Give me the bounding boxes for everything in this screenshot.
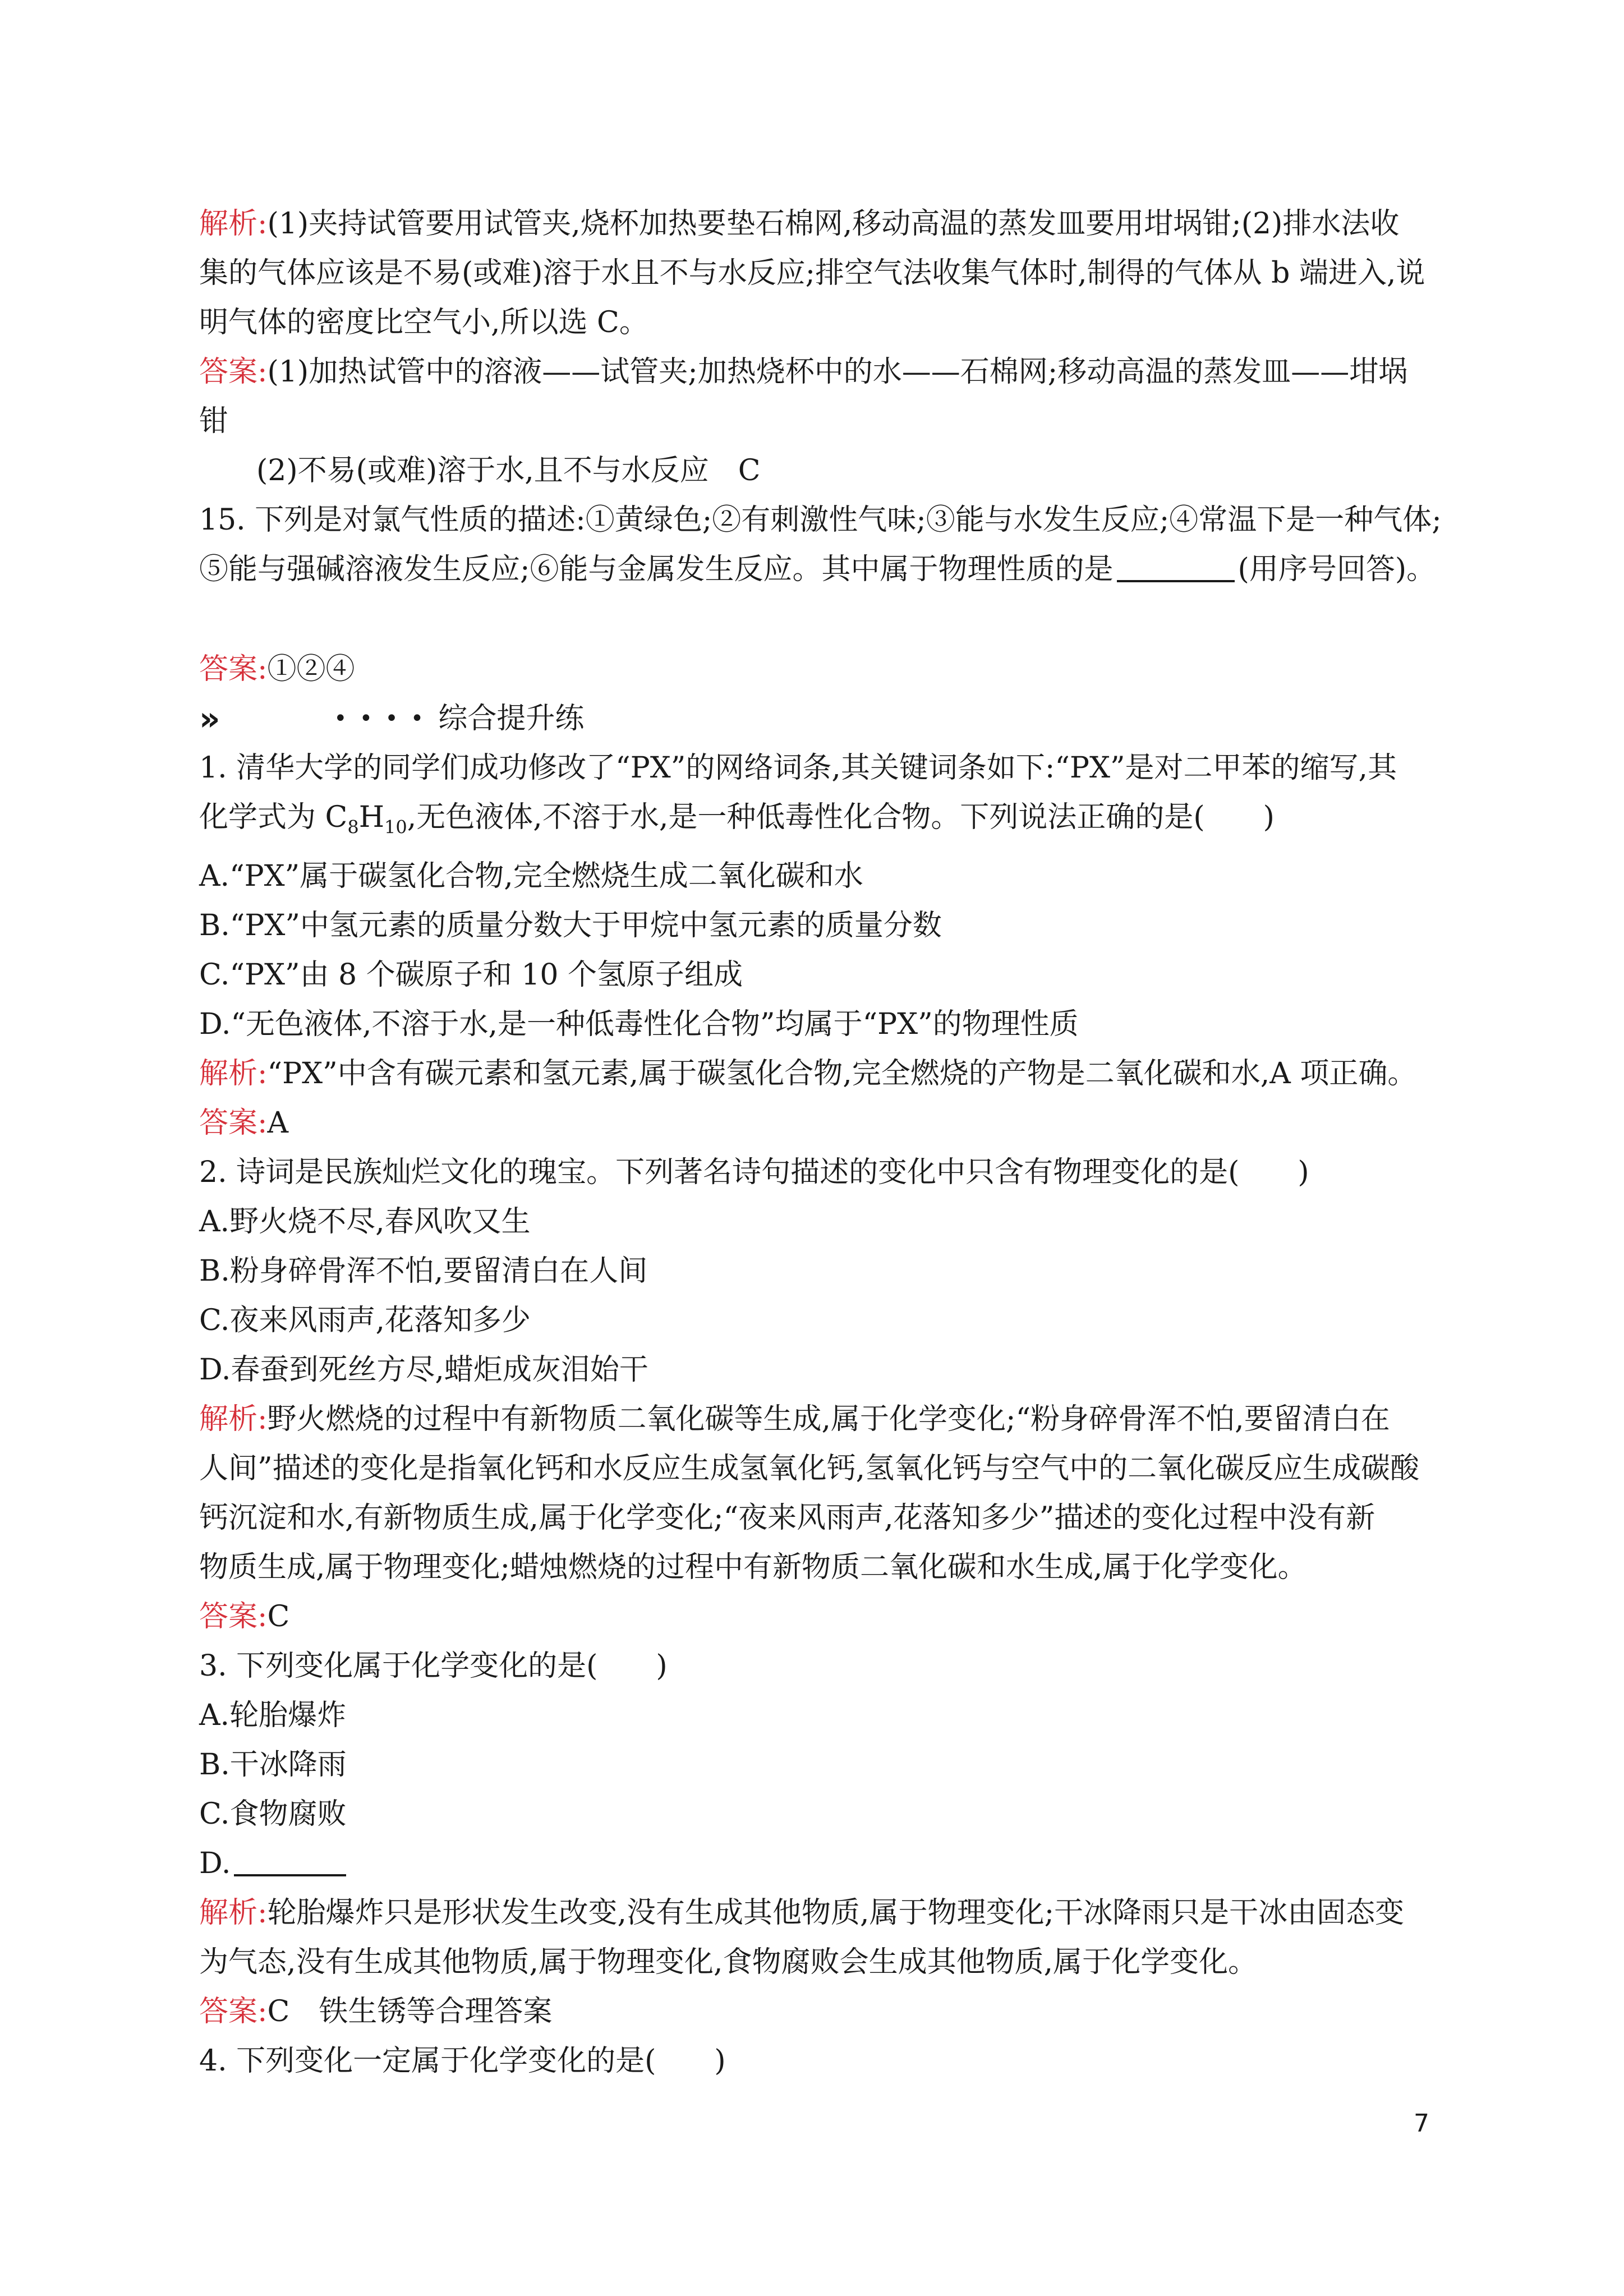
q2-analysis-line-4: 物质生成,属于物理变化;蜡烛燃烧的过程中有新物质二氧化碳和水生成,属于化学变化。 xyxy=(199,1550,1307,1585)
q14-answer-line-1 xyxy=(199,347,1433,397)
answer-text: (1)加热试管中的溶液——试管夹;加热烧杯中的水——石棉网;移动高温的蒸发皿——坩埚 xyxy=(267,355,1408,389)
analysis-text: (1)夹持试管要用试管夹,烧杯加热要垫石棉网,移动高温的蒸发皿要用坩埚钳;(2)排水法收 xyxy=(267,207,1400,241)
q1-line-2 xyxy=(199,793,1433,852)
q1-option-a: A.“PX”属于碳氢化合物,完全燃烧生成二氧化碳和水 xyxy=(199,859,863,894)
q2-option-a: A.野火烧不尽,春风吹又生 xyxy=(199,1205,531,1239)
q14-answer-line-3: (2)不易(或难)溶于水,且不与水反应 C xyxy=(256,454,761,487)
fill-blank xyxy=(1117,549,1235,582)
q3-option-b: B.干冰降雨 xyxy=(199,1748,347,1782)
analysis-text: “PX”中含有碳元素和氢元素,属于碳氢化合物,完全燃烧的产物是二氧化碳和水,A 项正确。 xyxy=(267,1057,1417,1091)
q1-answer-line xyxy=(199,1098,1433,1148)
q1-option-d: D.“无色液体,不溶于水,是一种低毒性化合物”均属于“PX”的物理性质 xyxy=(199,1007,1079,1042)
answer-text: ①②④ xyxy=(267,652,355,686)
q2-option-d: D.春蚕到死丝方尽,蜡炬成灰泪始干 xyxy=(199,1353,648,1387)
option-letter: D. xyxy=(199,1847,231,1881)
q14-analysis-line-1 xyxy=(199,199,1433,249)
q15-line-2 xyxy=(199,545,1436,594)
q1-text-b: ,无色液体,不溶于水,是一种低毒性化合物。下列说法正确的是( ) xyxy=(407,800,1275,834)
q2-answer-line xyxy=(199,1592,1433,1641)
q2-analysis-line-2: 人间”描述的变化是指氧化钙和水反应生成氢氧化钙,氢氧化钙与空气中的二氧化碳反应生成碳酸 xyxy=(199,1452,1420,1486)
q3-analysis-line-2: 为气态,没有生成其他物质,属于物理变化,食物腐败会生成其他物质,属于化学变化。 xyxy=(199,1945,1258,1980)
formula-h: H xyxy=(358,800,385,834)
page-number: 7 xyxy=(1414,2109,1429,2138)
dots-icon: •••• xyxy=(334,706,436,731)
q2-option-c: C.夜来风雨声,花落知多少 xyxy=(199,1304,531,1338)
section-title: 综合提升练 xyxy=(438,702,585,735)
answer-label: 答案: xyxy=(199,1995,268,2029)
q1-analysis-line xyxy=(199,1049,1433,1098)
answer-label: 答案: xyxy=(199,652,268,686)
section-header xyxy=(199,694,1433,743)
q14-analysis-line-2: 集的气体应该是不易(或难)溶于水且不与水反应;排空气法收集气体时,制得的气体从 b 端进入,说 xyxy=(199,256,1425,290)
q3-answer-line xyxy=(199,1987,1433,2036)
q1-option-c: C.“PX”由 8 个碳原子和 10 个氢原子组成 xyxy=(199,958,743,992)
q4-line-1: 4. 下列变化一定属于化学变化的是( ) xyxy=(199,2044,726,2078)
answer-label: 答案: xyxy=(199,1106,268,1140)
answer-text: C xyxy=(267,1600,290,1634)
q3-option-a: A.轮胎爆炸 xyxy=(199,1699,347,1733)
spacer xyxy=(199,594,1433,645)
analysis-text: 野火燃烧的过程中有新物质二氧化碳等生成,属于化学变化;“粉身碎骨浑不怕,要留清白在 xyxy=(267,1402,1390,1437)
subscript: 10 xyxy=(384,816,407,838)
answer-label: 答案: xyxy=(199,1600,268,1634)
q1-text-a: 化学式为 C xyxy=(199,800,348,834)
document-page xyxy=(199,199,1442,2086)
q1-line-1: 1. 清华大学的同学们成功修改了“PX”的网络词条,其关键词条如下:“PX”是对二甲苯的缩写,其 xyxy=(199,751,1397,785)
q2-analysis-line-3: 钙沉淀和水,有新物质生成,属于化学变化;“夜来风雨声,花落知多少”描述的变化过程中没有新 xyxy=(199,1501,1375,1535)
analysis-label: 解析: xyxy=(199,1402,268,1437)
fill-blank xyxy=(234,1843,346,1876)
subscript: 8 xyxy=(347,816,359,838)
q15-answer-line xyxy=(199,645,1433,694)
q14-analysis-line-3: 明气体的密度比空气小,所以选 C。 xyxy=(199,306,648,339)
q3-option-d xyxy=(199,1839,1433,1888)
q15-text-b: (用序号回答)。 xyxy=(1237,553,1436,586)
q3-analysis-line-1 xyxy=(199,1888,1433,1938)
q3-option-c: C.食物腐败 xyxy=(199,1797,347,1832)
analysis-label: 解析: xyxy=(199,207,268,241)
q2-line-1: 2. 诗词是民族灿烂文化的瑰宝。下列著名诗句描述的变化中只含有物理变化的是( ) xyxy=(199,1156,1309,1190)
q2-analysis-line-1 xyxy=(199,1395,1433,1444)
q15-line-1: 15. 下列是对氯气性质的描述:①黄绿色;②有刺激性气味;③能与水发生反应;④常温下是一种气体; xyxy=(199,503,1442,537)
analysis-label: 解析: xyxy=(199,1057,268,1091)
analysis-text: 轮胎爆炸只是形状发生改变,没有生成其他物质,属于物理变化;干冰降雨只是干冰由固态变 xyxy=(267,1896,1405,1930)
q15-text-a: ⑤能与强碱溶液发生反应;⑥能与金属发生反应。其中属于物理性质的是 xyxy=(199,553,1114,586)
analysis-label: 解析: xyxy=(199,1896,268,1930)
q3-line-1: 3. 下列变化属于化学变化的是( ) xyxy=(199,1649,668,1683)
answer-text: C 铁生锈等合理答案 xyxy=(267,1995,553,2029)
q1-option-b: B.“PX”中氢元素的质量分数大于甲烷中氢元素的质量分数 xyxy=(199,909,942,943)
answer-text: A xyxy=(267,1106,289,1140)
q2-option-b: B.粉身碎骨浑不怕,要留清白在人间 xyxy=(199,1254,648,1289)
answer-label: 答案: xyxy=(199,355,268,389)
q14-answer-line-2: 钳 xyxy=(199,404,229,438)
double-chevron-icon: » xyxy=(199,700,213,738)
